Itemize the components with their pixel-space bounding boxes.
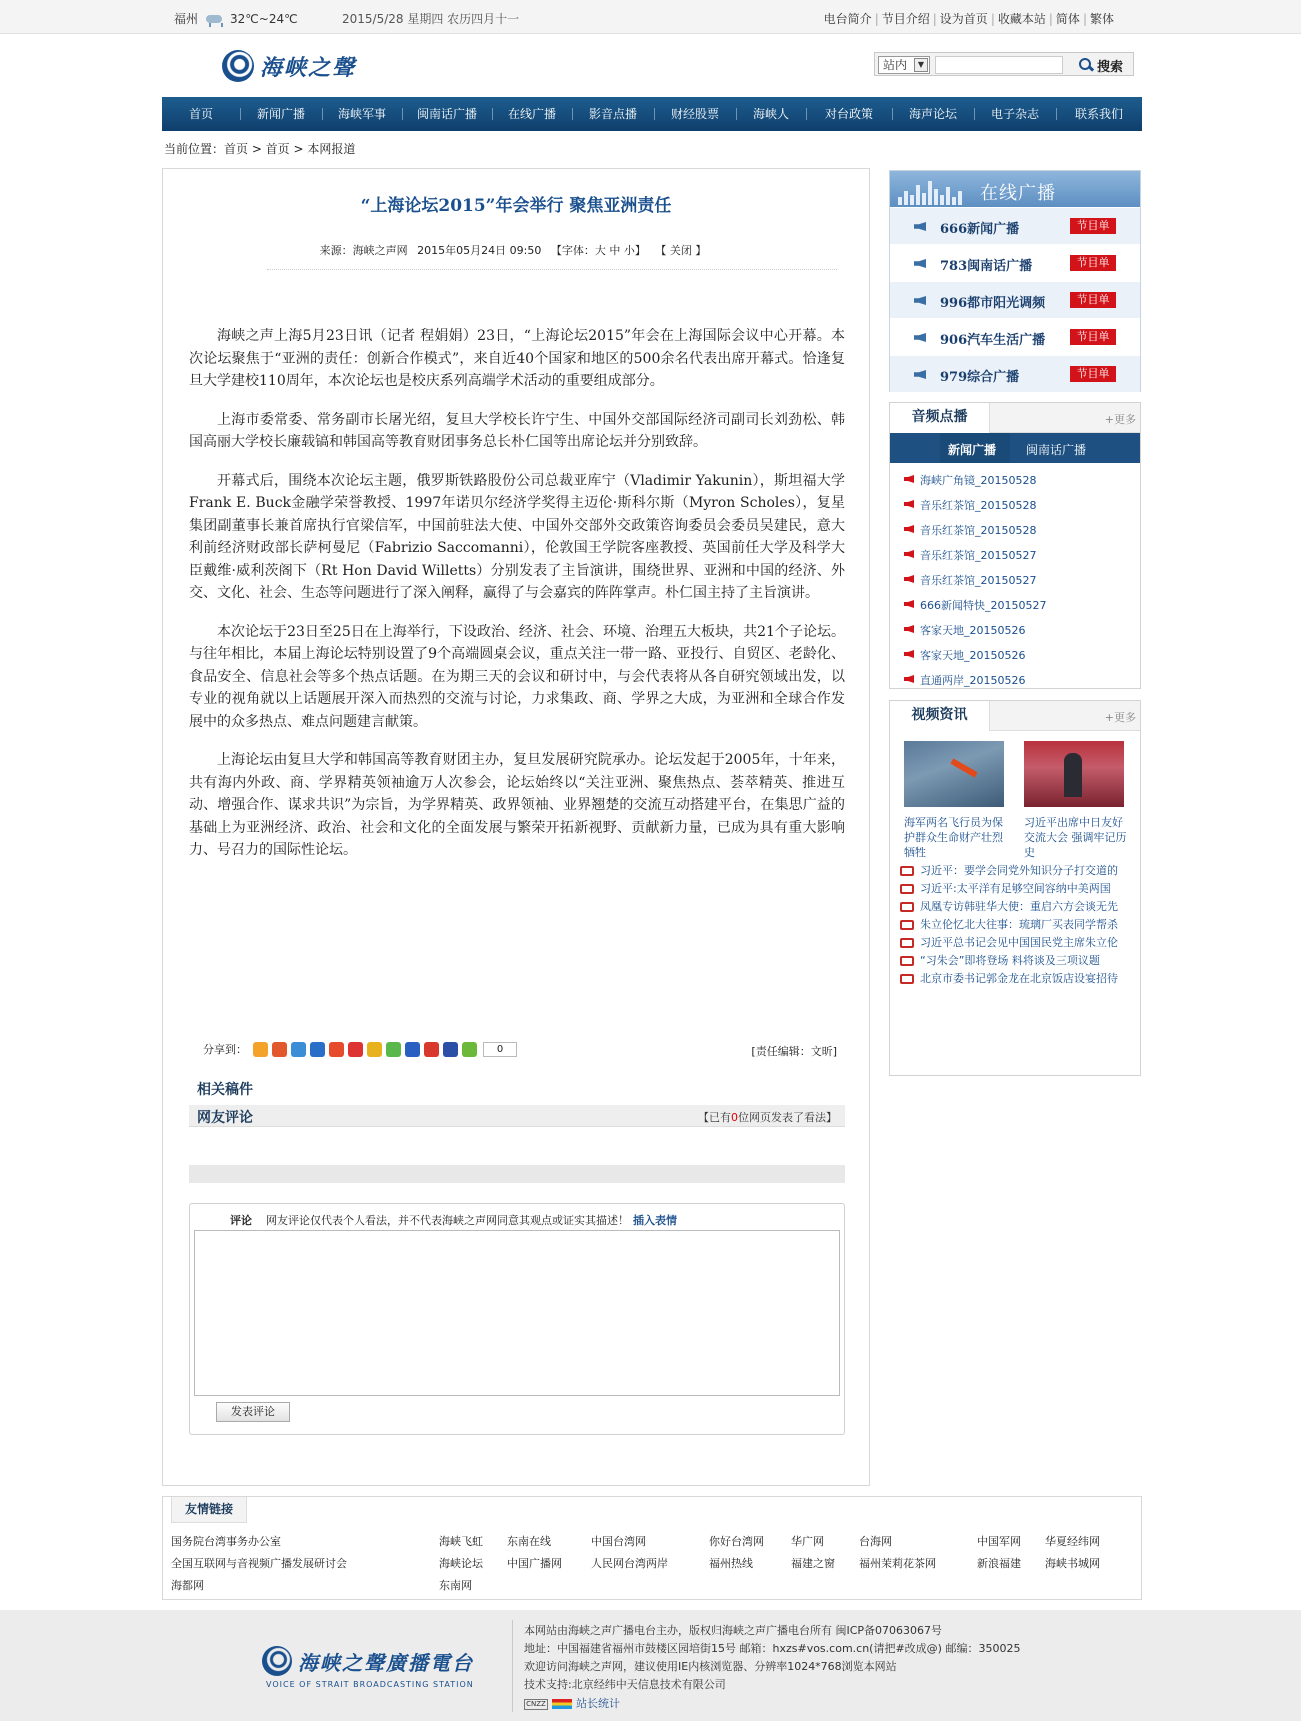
comment-textarea[interactable]: [194, 1230, 840, 1396]
link-about[interactable]: 电台简介: [823, 12, 872, 26]
responsible-editor: [责任编辑：文昕]: [751, 1045, 837, 1058]
friend-link[interactable]: 华夏经纬网: [1045, 1535, 1100, 1548]
nav-home[interactable]: 首页: [188, 107, 213, 121]
speaker-icon: [904, 575, 914, 583]
list-item[interactable]: 666新闻特快_20150527: [890, 594, 1140, 619]
friend-link[interactable]: 福建之窗: [791, 1557, 835, 1570]
comments-count: 【已有0位网页发表了看法】: [698, 1111, 837, 1124]
link-simplified[interactable]: 简体: [1055, 12, 1080, 26]
video-caption[interactable]: 海军两名飞行员为保护群众生命财产壮烈牺牲: [904, 816, 1003, 859]
video-icon: [900, 920, 914, 930]
site-stats[interactable]: CNZZ 站长统计: [524, 1695, 1020, 1713]
speaker-icon: [904, 650, 914, 658]
friend-link[interactable]: 海都网: [171, 1579, 204, 1592]
list-item[interactable]: 音乐红茶馆_20150528: [890, 519, 1140, 544]
search-input[interactable]: [935, 56, 1063, 74]
footer-logo: 海峡之聲廣播電台 VOICE OF STRAIT BROADCASTING STATION: [262, 1646, 474, 1689]
nav-finance[interactable]: 财经股票: [654, 97, 736, 131]
video-caption[interactable]: 习近平出席中日友好交流大会 强调牢记历史: [1024, 816, 1127, 859]
schedule-button[interactable]: 节目单: [1070, 366, 1116, 382]
share-baidu-icon[interactable]: [367, 1042, 382, 1057]
nav-online-radio[interactable]: 在线广播: [492, 97, 572, 131]
list-item[interactable]: 习近平总书记会见中国国民党主席朱立伦: [898, 935, 1138, 950]
video-icon: [900, 974, 914, 984]
friend-link[interactable]: 华广网: [791, 1535, 824, 1548]
share-count: 0: [483, 1042, 517, 1057]
list-item[interactable]: 海峡广角镜_20150528: [890, 469, 1140, 494]
article-panel: [162, 168, 870, 1486]
list-item[interactable]: 北京市委书记郭金龙在北京饭店设宴招待: [898, 971, 1138, 986]
speaker-icon: [904, 475, 914, 483]
article-paragraph: 本次论坛于23日至25日在上海举行，下设政治、经济、社会、环境、治理五大板块，共21个子论坛。与往年相比，本届上海论坛特别设置了9个高端圆桌会议，重点关注一带一路、亚投行、自贸区、老龄化、食品安全、信息社会等多个热点话题。在为期三天的会议和研讨中，与会代表将从各自研究领域出发，以专业的视角就以上话题展开深入而热烈的交流与讨论，力求集政、商、学界之大成，为亚洲和全球合作发展中的众多热点、难点问题建言献策。: [189, 623, 845, 730]
top-bar: [0, 0, 1301, 34]
schedule-button[interactable]: 节目单: [1070, 218, 1116, 234]
video-more-link[interactable]: +更多: [1104, 711, 1136, 724]
header: [162, 35, 1142, 97]
cloud-rain-icon: [204, 13, 224, 27]
footer-info: 本网站由海峡之声广播电台主办，版权归海峡之声广播电台所有 闽ICP备07063067号 地址：中国福建省福州市鼓楼区园培街15号 邮箱：hxzs#vos.com.cn(请把#改成@) 邮编：350025 欢迎访问海峡之声网，建议使用IE内核浏览器、分辨率1024*768浏览本网站 技术支持:北京经纬中天信息技术有限公司 CNZZ 站长统计: [524, 1622, 1020, 1713]
speaker-icon: [914, 222, 926, 231]
article-source: 来源：海峡之声网: [319, 244, 408, 257]
video-news-box: [889, 700, 1141, 1076]
stats-bar-icon: [552, 1699, 572, 1709]
search-scope-select[interactable]: 站内 ▼: [878, 56, 930, 74]
current-date: 2015/5/28 星期四 农历四月十一: [342, 12, 520, 26]
audio-list: [890, 463, 1140, 694]
online-radio-box: [889, 170, 1141, 392]
article-paragraph: 上海论坛由复旦大学和韩国高等教育财团主办，复旦发展研究院承办。论坛发起于2005年，十年来，共有海内外政、商、学界精英领袖逾万人次参会，论坛始终以“关注亚洲、聚焦热点、荟萃精英、推进互动、增强合作、谋求共识”为宗旨，为学界精英、政界领袖、业界翘楚的交流互动搭建平台，在集思广益的基础上为亚洲经济、政治、社会和文化的全面发展与繁荣开拓新视野、贡献新力量，已成为具有重大影响力、号召力的国际性论坛。: [189, 752, 845, 858]
friend-link[interactable]: 中国台湾网: [591, 1535, 646, 1548]
radio-channel[interactable]: 783闽南话广播 节目单: [890, 244, 1140, 281]
share-weibo-icon[interactable]: [272, 1042, 287, 1057]
nav-media[interactable]: 影音点播: [572, 97, 654, 131]
online-radio-title: 在线广播: [980, 183, 1056, 204]
video-icon: [900, 902, 914, 912]
friend-link[interactable]: 海峡飞虹: [439, 1535, 483, 1548]
list-item[interactable]: 客家天地_20150526: [890, 619, 1140, 644]
divider: [512, 1620, 513, 1712]
share-netease-icon[interactable]: [424, 1042, 439, 1057]
article-paragraph: 海峡之声上海5月23日讯（记者 程娟娟）23日，“上海论坛2015”年会在上海国际会议中心开幕。本次论坛聚焦于“亚洲的责任：创新合作模式”，来自近40个国家和地区的500余名代表出席开幕式。恰逢复旦大学建校110周年，本次论坛也是校庆系列高端学术活动的重要组成部分。: [189, 328, 845, 389]
friend-link[interactable]: 你好台湾网: [709, 1535, 764, 1548]
share-paw-icon[interactable]: [405, 1042, 420, 1057]
speaker-icon: [904, 500, 914, 508]
speaker-icon: [904, 675, 914, 683]
share-clover-icon[interactable]: [386, 1042, 401, 1057]
speaker-icon: [914, 259, 926, 268]
friend-link[interactable]: 人民网台湾两岸: [591, 1557, 668, 1570]
video-thumbnail[interactable]: [1024, 741, 1124, 807]
close-article-link[interactable]: 【 关闭 】: [655, 244, 707, 257]
audio-more-link[interactable]: +更多: [1104, 413, 1136, 426]
video-icon: [900, 938, 914, 948]
speaker-icon: [904, 525, 914, 533]
article-meta: [163, 242, 869, 258]
share-tencent-icon[interactable]: [291, 1042, 306, 1057]
article-paragraph: 开幕式后，围绕本次论坛主题，俄罗斯铁路股份公司总裁亚库宁（Vladimir Yakunin），斯坦福大学Frank E. Buck金融学荣誉教授、1997年诺贝尔经济学奖得主迈伦·斯科尔斯（Myron Scholes），复星集团副董事长兼首席执行官梁信军，中国前驻法大使、中国外交部外交政策咨询委员会委员吴建民，意大利前经济财政部长萨柯曼尼（Fabrizio Saccomanni），伦敦国王学院客座教授、英国前任大学及科学大臣戴维·威利茨阁下（Rt Hon David Willetts）分别发表了主旨演讲，围绕世界、亚洲和中国的经济、外交、文化、社会、生态等问题进行了深入阐释，赢得了与会嘉宾的阵阵掌声。朴仁国主持了主旨演讲。: [189, 472, 845, 601]
audio-title: 音频点播: [890, 403, 990, 433]
nav-news[interactable]: 新闻广播: [240, 97, 322, 131]
link-bookmark[interactable]: 收藏本站: [997, 12, 1046, 26]
comments-title: 网友评论: [197, 1110, 253, 1126]
article-title: “上海论坛2015”年会举行 聚焦亚洲责任: [360, 196, 672, 216]
logo-text: 海峡之聲: [260, 54, 357, 81]
friend-link[interactable]: 全国互联网与音视频广播发展研讨会: [171, 1557, 347, 1570]
online-radio-header: [890, 171, 1140, 207]
submit-comment-button[interactable]: 发表评论: [216, 1402, 290, 1422]
friendly-links: [162, 1496, 1142, 1600]
comments-list-placeholder: [189, 1165, 845, 1183]
comment-form: [189, 1203, 845, 1435]
schedule-button[interactable]: 节目单: [1070, 292, 1116, 308]
nav-people[interactable]: 海峡人: [736, 97, 806, 131]
link-traditional[interactable]: 繁体: [1089, 12, 1114, 26]
speaker-icon: [914, 370, 926, 379]
site-logo[interactable]: [222, 49, 356, 83]
nav-military[interactable]: 海峡军事: [322, 97, 402, 131]
search-icon: [1079, 58, 1093, 72]
radio-channel[interactable]: 906汽车生活广播 节目单: [890, 318, 1140, 355]
article-body: [189, 325, 845, 878]
schedule-button[interactable]: 节目单: [1070, 329, 1116, 345]
article-datetime: 2015年05月24日 09:50: [417, 244, 542, 257]
link-set-home[interactable]: 设为首页: [939, 12, 988, 26]
footer: [0, 1610, 1301, 1721]
list-item[interactable]: 朱立伦忆北大往事：琉璃厂买表同学帮杀: [898, 917, 1138, 932]
weather: [174, 10, 298, 27]
cnzz-icon: CNZZ: [524, 1699, 548, 1710]
friend-link[interactable]: 海峡书城网: [1045, 1557, 1100, 1570]
link-programs[interactable]: 节目介绍: [881, 12, 930, 26]
logo-swirl-icon: [222, 50, 254, 82]
nav-policy[interactable]: 对台政策: [806, 97, 892, 131]
audio-tabs: [890, 433, 1140, 463]
schedule-button[interactable]: 节目单: [1070, 255, 1116, 271]
video-list: [898, 863, 1138, 989]
insert-emoji-link[interactable]: 插入表情: [633, 1214, 677, 1227]
friend-link[interactable]: 新浪福建: [977, 1557, 1021, 1570]
related-articles-title: 相关稿件: [197, 1082, 253, 1098]
share-more-icon[interactable]: [462, 1042, 477, 1057]
friend-link[interactable]: 东南网: [439, 1579, 472, 1592]
video-icon: [900, 866, 914, 876]
comment-disclaimer: 网友评论仅代表个人看法，并不代表海峡之声网同意其观点或证实其描述！ 插入表情: [266, 1214, 677, 1227]
share-kaixin-icon[interactable]: [329, 1042, 344, 1057]
list-item[interactable]: 音乐红茶馆_20150528: [890, 494, 1140, 519]
search-box: [874, 52, 1134, 76]
friend-link[interactable]: 中国广播网: [507, 1557, 562, 1570]
top-links: 电台简介 | 节目介绍 | 设为首页 | 收藏本站 | 简体 | 繁体: [823, 12, 1114, 26]
article-paragraph: 上海市委常委、常务副市长屠光绍，复旦大学校长许宁生、中国外交部国际经济司副司长刘劲松、韩国高丽大学校长廉载镐和韩国高等教育财团事务总长朴仁国等出席论坛并分别致辞。: [189, 411, 845, 450]
audio-on-demand-box: [889, 402, 1141, 689]
radio-channel[interactable]: 979综合广播 节目单: [890, 355, 1140, 392]
main-nav: [162, 97, 1142, 131]
radio-channel[interactable]: 996都市阳光调频 节目单: [890, 281, 1140, 318]
logo-swirl-icon: [262, 1646, 292, 1676]
share-bar: [203, 1041, 517, 1057]
weather-city: 福州: [174, 12, 199, 26]
comment-label: 评论: [230, 1214, 252, 1227]
tab-minnan-broadcast[interactable]: 闽南话广播: [1026, 443, 1087, 457]
friend-link[interactable]: 国务院台湾事务办公室: [171, 1535, 281, 1548]
speaker-icon: [904, 625, 914, 633]
radio-channel[interactable]: 666新闻广播 节目单: [890, 207, 1140, 244]
weather-temp: 32℃~24℃: [230, 12, 298, 26]
video-title: 视频资讯: [890, 701, 990, 731]
share-label: 分享到：: [203, 1043, 247, 1056]
speaker-icon: [904, 600, 914, 608]
list-item[interactable]: 音乐红茶馆_20150527: [890, 569, 1140, 594]
nav-forum[interactable]: 海声论坛: [892, 97, 974, 131]
video-icon: [900, 884, 914, 894]
tab-news-broadcast[interactable]: 新闻广播: [948, 443, 997, 457]
speaker-icon: [914, 333, 926, 342]
list-item[interactable]: 音乐红茶馆_20150527: [890, 544, 1140, 569]
nav-contact[interactable]: 联系我们: [1056, 97, 1142, 131]
speaker-icon: [914, 296, 926, 305]
list-item[interactable]: 习近平:太平洋有足够空间容纳中美两国: [898, 881, 1138, 896]
chevron-down-icon: ▼: [914, 58, 928, 72]
speaker-icon: [904, 550, 914, 558]
nav-magazine[interactable]: 电子杂志: [974, 97, 1056, 131]
friend-link[interactable]: 福州茉莉花茶网: [859, 1557, 936, 1570]
list-item[interactable]: 客家天地_20150526: [890, 644, 1140, 669]
list-item[interactable]: “习朱会”即将登场 料将谈及三项议题: [898, 953, 1138, 968]
friend-link[interactable]: 福州热线: [709, 1557, 753, 1570]
friend-link[interactable]: 海峡论坛: [439, 1557, 483, 1570]
share-sohu-icon[interactable]: [443, 1042, 458, 1057]
list-item[interactable]: 直通两岸_20150526: [890, 669, 1140, 694]
font-size-control[interactable]: 【字体：大 中 小】: [550, 244, 646, 257]
video-icon: [900, 956, 914, 966]
friend-link[interactable]: 东南在线: [507, 1535, 551, 1548]
nav-minnan[interactable]: 闽南话广播: [402, 97, 492, 131]
share-douban-icon[interactable]: [348, 1042, 363, 1057]
comments-header: [189, 1105, 845, 1127]
share-qzone-icon[interactable]: [253, 1042, 268, 1057]
list-item[interactable]: 习近平：要学会同党外知识分子打交道的: [898, 863, 1138, 878]
search-button[interactable]: 搜索: [1071, 55, 1131, 75]
share-renren-icon[interactable]: [310, 1042, 325, 1057]
list-item[interactable]: 凤凰专访韩驻华大使：重启六方会谈无先: [898, 899, 1138, 914]
video-thumbnail[interactable]: [904, 741, 1004, 807]
breadcrumb: 当前位置：首页 > 首页 > 本网报道: [164, 142, 356, 156]
friend-link[interactable]: 中国军网: [977, 1535, 1021, 1548]
friend-link[interactable]: 台海网: [859, 1535, 892, 1548]
equalizer-icon: [898, 181, 964, 205]
friendly-links-title: 友情链接: [171, 1497, 247, 1523]
